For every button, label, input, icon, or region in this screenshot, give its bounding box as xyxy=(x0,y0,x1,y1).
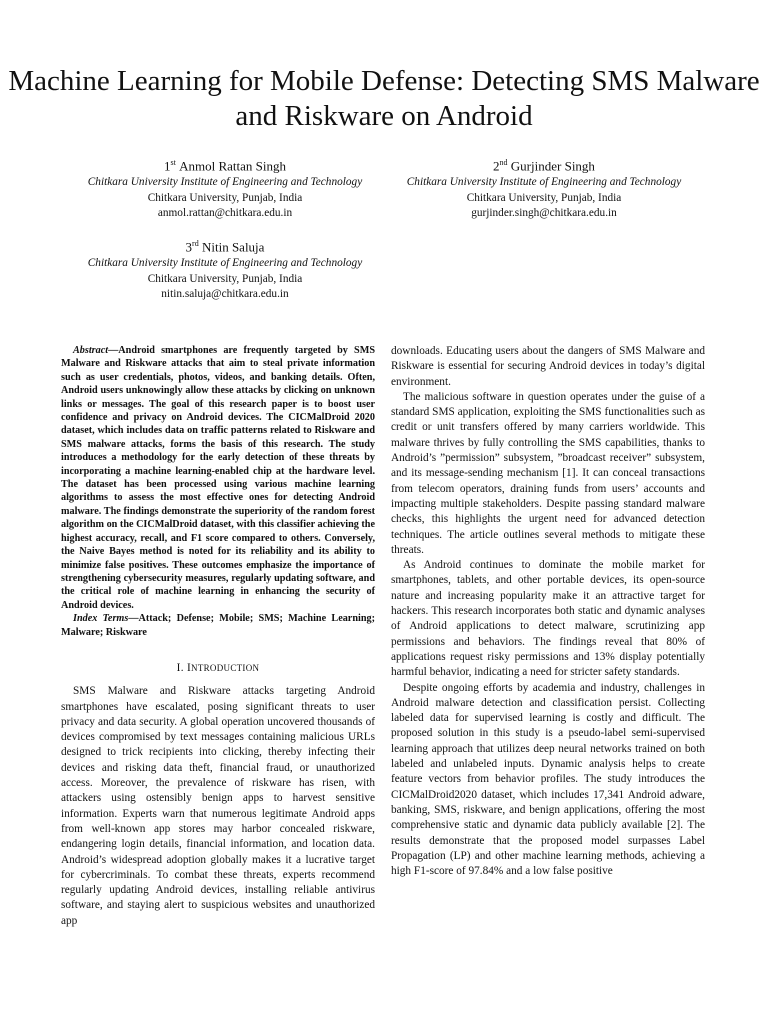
section-heading-introduction: I. INTRODUCTION xyxy=(176,661,260,674)
abstract-text: —Android smartphones are frequently targeted by SMS Malware and Riskware attacks that aim to steal private information such as user credentials, photos, videos, and banking details. Often, Android users unknowingly allow these attacks by clicking on unknown links or messages. The goal of this research paper is to boost user confidence and privacy on Android devices. The CICMalDroid 2020 dataset, which includes data on traffic patterns related to Riskware and SMS malware attacks, forms the basis of this research. The study introduces a methodology for the early detection of these threats by incorporating a machine learning-enabled chip at the hardware level. The dataset has been processed using various machine learning algorithms to assess the most effective ones for detecting Android malware. The findings demonstrate the superiority of the random forest algorithm on the CICMalDroid dataset, with this classifier achieving the highest accuracy, recall, and F1 score compared to others. Conversely, the Naive Bayes method is noted for its reliability and its ability to minimize false positives. These outcomes emphasize the importance of strengthening cybersecurity measures, regularly updating software, and the critical role of machine learning in enhancing the security of Android devices. xyxy=(61,345,375,611)
author-name: 1st Anmol Rattan Singh xyxy=(164,158,286,174)
author-block-2 xyxy=(374,154,714,222)
abstract xyxy=(61,344,375,612)
body-paragraph: SMS Malware and Riskware attacks targeting Android smartphones have escalated, posing significant threats to user privacy and data security. A global operation uncovered thousands of devices compromised by text messages containing malicious URLs designed to trick recipients into clicking, thereby infecting their devices and risking data theft, financial fraud, or unauthorized access. Moreover, the prevalence of riskware has risen, with attackers using ostensibly benign apps to harvest sensitive information. Experts warn that numerous legitimate Android apps from well-known app stores may harbor concealed riskware, endangering login details, financial information, and location data. Android’s widespread adoption globally makes it a lucrative target for cybercriminals. To combat these threats, experts recommend regularly updating Android devices, installing reliable antivirus software, and staying alert to suspicious websites and unauthorized app xyxy=(61,685,375,927)
body-paragraph: As Android continues to dominate the mobile market for smartphones, tablets, and other portable devices, its open-source nature and increasing popularity make it an attractive target for hackers. This research incorporates both static and dynamic analyses of Android applications to detect malware, scrutinizing app permissions and behaviors. The findings reveal that 80% of applications request risky permissions and 13% display potentially harmful behavior, indicating a need for stricter safety standards. xyxy=(391,559,705,679)
author-institute: Chitkara University Institute of Engineering and Technology xyxy=(87,176,363,189)
body-paragraph: Despite ongoing efforts by academia and industry, challenges in Android malware detection and classification persist. Collecting labeled data for supervised learning is costly and difficult. The proposed solution in this study is a pseudo-label semi-supervised learning approach that utilizes deep neural networks trained on both labeled and unlabeled inputs. Dynamic analysis helps to create feature vectors from behavior profiles. The study introduces the CICMalDroid2020 dataset, which includes 17,341 Android adware, banking, SMS, riskware, and benign applications, offering the most comprehensive static and dynamic data publicly available [2]. The results demonstrate that the proposed model surpasses Label Propagation (LP) and other machine learning methods, achieving a high F1-score of 97.84% and a low false positive xyxy=(391,681,705,878)
author-name: 2nd Gurjinder Singh xyxy=(493,158,595,174)
author-institute: Chitkara University Institute of Engineering and Technology xyxy=(87,257,363,270)
author-name: 3rd Nitin Saluja xyxy=(185,239,265,255)
index-terms-label: Index Terms xyxy=(73,613,129,625)
left-column xyxy=(61,344,375,929)
author-affiliation: Chitkara University, Punjab, India xyxy=(466,191,622,204)
author-email: gurjinder.singh@chitkara.edu.in xyxy=(471,207,617,220)
author-email: nitin.saluja@chitkara.edu.in xyxy=(161,288,289,301)
author-institute: Chitkara University Institute of Engineering and Technology xyxy=(406,176,682,189)
abstract-label: Abstract xyxy=(73,345,109,356)
author-affiliation: Chitkara University, Punjab, India xyxy=(147,191,303,204)
paper-title: Machine Learning for Mobile Defense: Detecting SMS Malware and Riskware on Android xyxy=(8,65,760,132)
right-column xyxy=(391,344,705,879)
index-terms-text: —Attack; Defense; Mobile; SMS; Machine Learning; Malware; Riskware xyxy=(61,613,375,638)
author-affiliation: Chitkara University, Punjab, India xyxy=(147,272,303,285)
author-email: anmol.rattan@chitkara.edu.in xyxy=(157,207,293,220)
author-block-3 xyxy=(55,235,395,303)
body-paragraph: downloads. Educating users about the dangers of SMS Malware and Riskware is essential for securing Android devices in today’s digital environment. xyxy=(391,345,705,388)
index-terms xyxy=(61,612,375,639)
author-block-1 xyxy=(55,154,395,222)
body-paragraph: The malicious software in question operates under the guise of a standard SMS application, exploiting the SMS functionalities such as credit or unit transfers offered by many carriers worldwide. This malware thrives by fully controlling the SMS capabilities, thanks to Android’s ”permission” subsystem, ”broadcast receiver” subsystem, and its message-sending mechanism [1]. It can conceal transactions from telecom operators, draining funds from users’ accounts and impacting multiple stakeholders. Despite passing standard malware checks, this highlights the urgent need for advanced detection techniques. The article outlines several methods to mitigate these threats. xyxy=(391,390,705,556)
